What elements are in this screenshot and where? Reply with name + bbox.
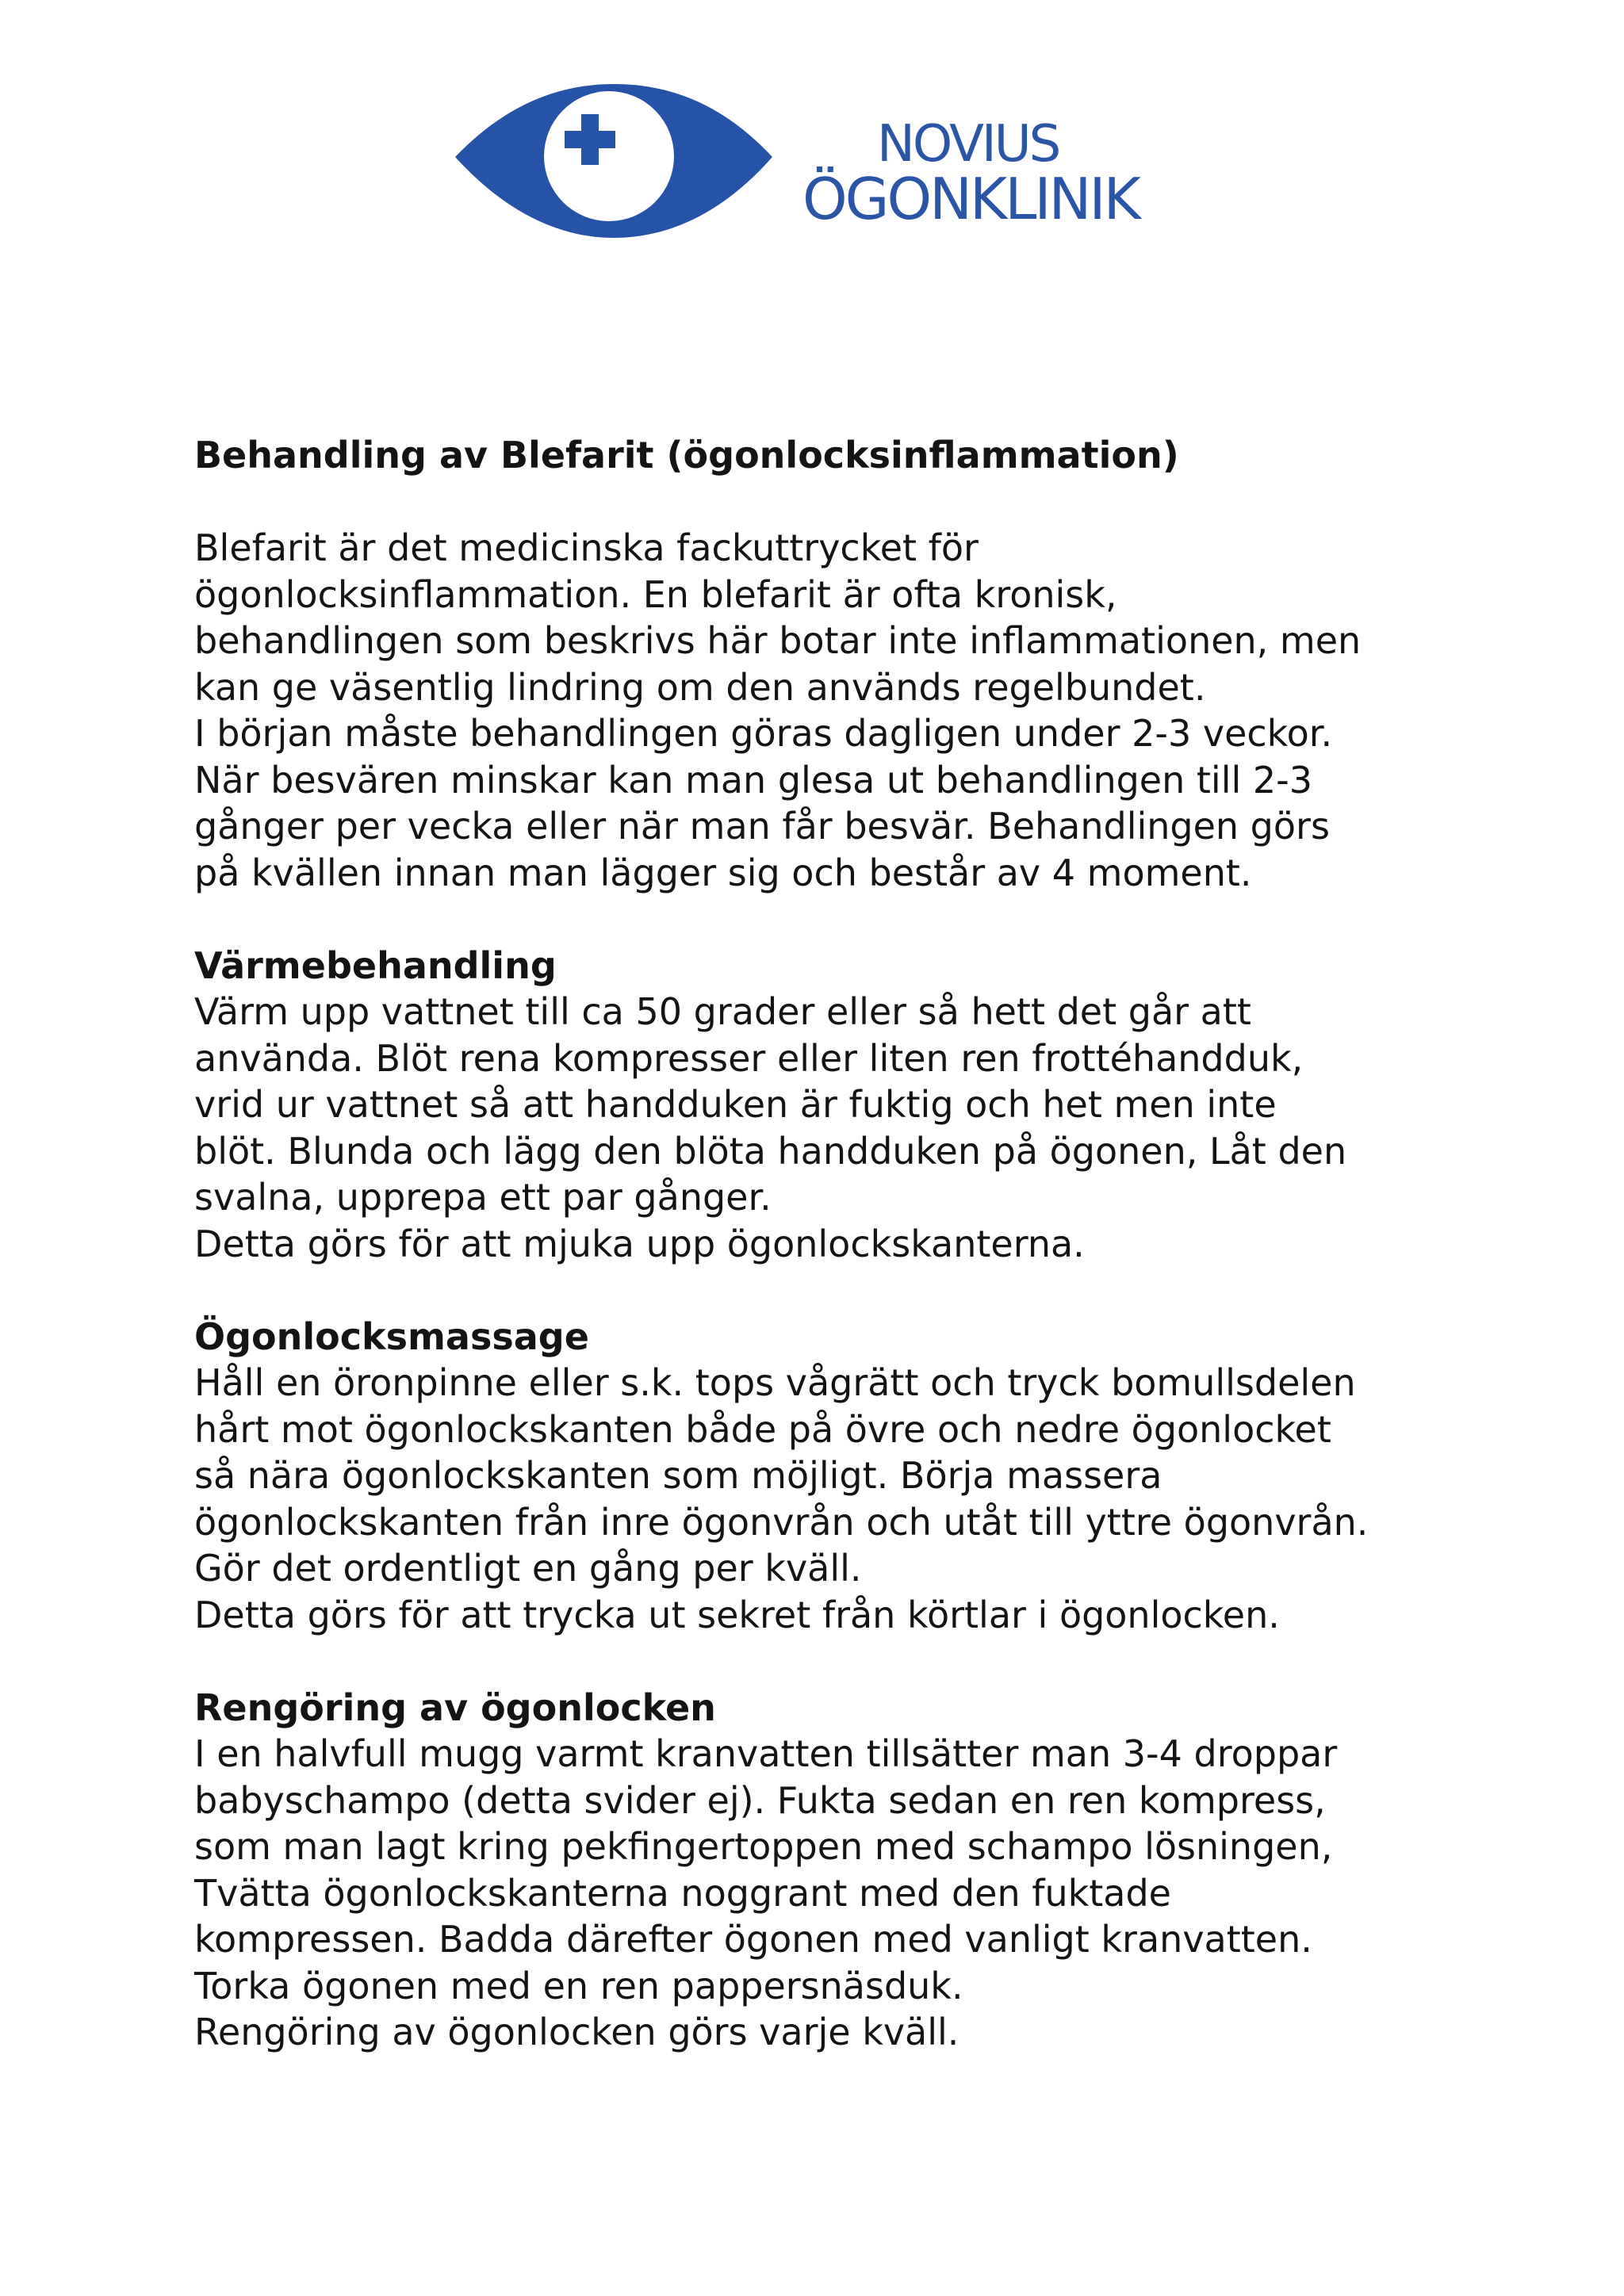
clinic-name: [802, 115, 1139, 232]
clinic-name-line1: NOVIUS: [877, 115, 1059, 174]
section-heading-massage: Ögonlocksmassage: [194, 1314, 589, 1358]
section-heading-warming: Värmebehandling: [194, 943, 557, 987]
clinic-name-line2: ÖGONKLINIK: [802, 166, 1139, 232]
section-heading-cleaning: Rengöring av ögonlocken: [194, 1686, 716, 1729]
clinic-logo: [455, 79, 1169, 246]
section-body-cleaning: I en halvfull mugg varmt kranvatten tillsätter man 3-4 droppar babyschampo (detta svider ej). Fukta sedan en ren kompress, som man lagt kring pekfingertoppen med schampo lösningen, Tvätta ögonlockskanterna noggrant med den fuktade kompressen. Badda därefter ögonen med vanligt kranvatten. Torka ögonen med en ren pappersnäsduk. Rengöring av ögonlocken görs varje kväll.: [194, 1732, 1338, 2053]
document-body: [194, 432, 1479, 2102]
section-body-massage: Håll en öronpinne eller s.k. tops vågrätt och tryck bomullsdelen hårt mot ögonlockskanten både på övre och nedre ögonlocket så nära ögonlockskanten som möjligt. Börja massera ögonlockskanten från inre ögonvrån och utåt till yttre ögonvrån. Gör det ordentligt en gång per kväll. Detta görs för att trycka ut sekret från körtlar i ögonlocken.: [194, 1361, 1369, 1636]
section-body-warming: Värm upp vattnet till ca 50 grader eller så hett det går att använda. Blöt rena kompresser eller liten ren frottéhandduk, vrid ur vattnet så att handduken är fuktig och het men inte blöt. Blunda och lägg den blöta handduken på ögonen, Låt den svalna, upprepa ett par gånger. Detta görs för att mjuka upp ögonlockskanterna.: [194, 990, 1347, 1265]
eye-with-cross-icon: [455, 79, 772, 246]
intro-paragraph: Blefarit är det medicinska fackuttrycket för ögonlocksinflammation. En blefarit är ofta kronisk, behandlingen som beskrivs här botar inte inflammationen, men kan ge väsentlig lindring om den används regelbundet. I början måste behandlingen göras dagligen under 2-3 veckor. När besvären minskar kan man glesa ut behandlingen till 2-3 gånger per vecka eller när man får besvär. Behandlingen görs på kvällen innan man lägger sig och består av 4 moment.: [194, 526, 1362, 894]
document-title: Behandling av Blefarit (ögonlocksinflammation): [194, 434, 1179, 476]
